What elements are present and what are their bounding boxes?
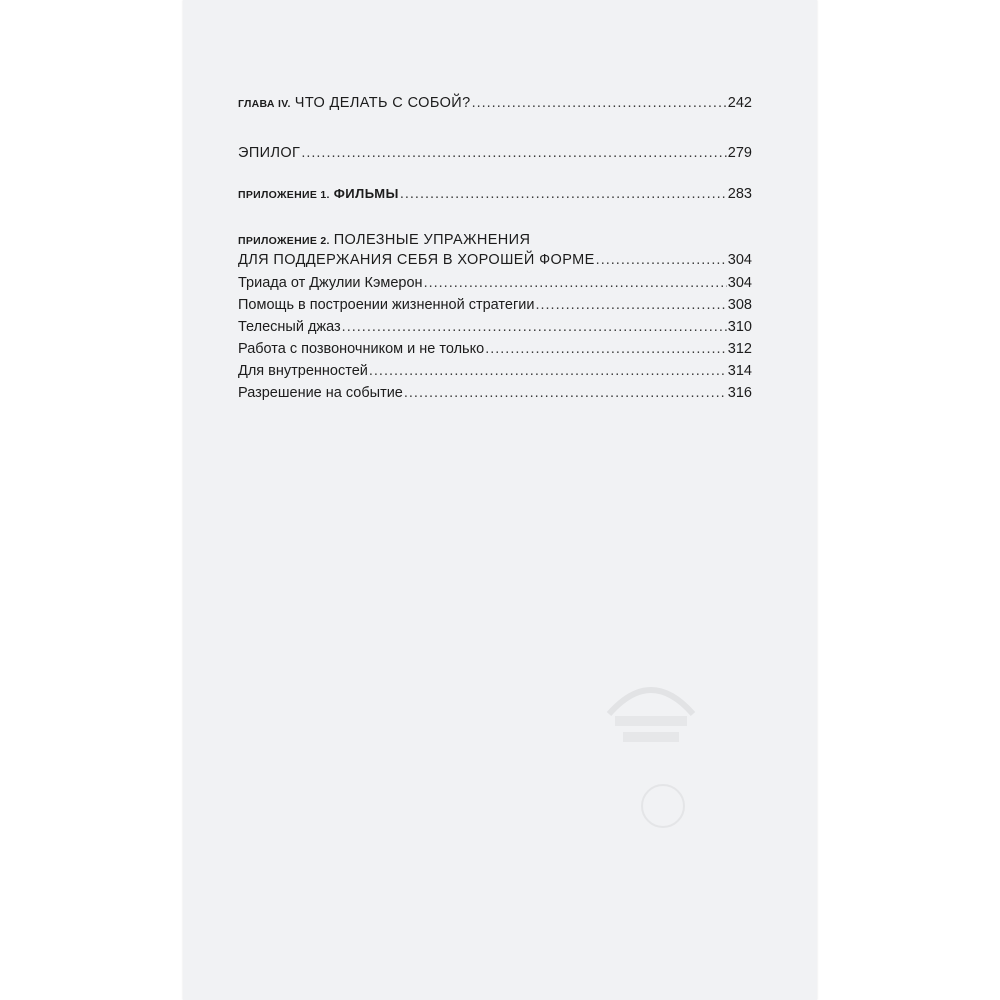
- toc-entry-title: ПОЛЕЗНЫЕ УПРАЖНЕНИЯ: [333, 232, 531, 248]
- toc-subentry-title: Триада от Джулии Кэмерон: [238, 275, 423, 291]
- toc-entry-title: ЧТО ДЕЛАТЬ С СОБОЙ?: [294, 95, 471, 111]
- toc-subentry[interactable]: [238, 361, 752, 381]
- toc-subentry-title: Телесный джаз: [238, 319, 341, 335]
- toc-page-number: 312: [727, 341, 752, 357]
- toc-leader-dots: [400, 184, 727, 204]
- toc-subentry-title: Разрешение на событие: [238, 385, 403, 401]
- toc-leader-dots: [342, 317, 727, 337]
- toc-entry-label: [238, 184, 399, 205]
- toc-page-number: 279: [727, 145, 752, 161]
- toc-subentry[interactable]: [238, 273, 752, 293]
- toc-page-number: 310: [727, 319, 752, 335]
- toc-entry-title: ДЛЯ ПОДДЕРЖАНИЯ СЕБЯ В ХОРОШЕЙ ФОРМЕ: [238, 252, 595, 268]
- toc-entry-appendix-1[interactable]: [238, 184, 752, 205]
- toc-page-number: 242: [727, 95, 752, 111]
- toc-page-number: 308: [727, 297, 752, 313]
- toc-leader-dots: [424, 273, 727, 293]
- toc-leader-dots: [535, 295, 726, 315]
- toc-subentry[interactable]: [238, 317, 752, 337]
- toc-leader-dots: [369, 361, 727, 381]
- toc-leader-dots: [472, 93, 727, 113]
- toc-entry-epilogue[interactable]: [238, 143, 752, 163]
- age-rating-watermark: [641, 784, 685, 828]
- toc-entry-label: [238, 93, 471, 114]
- toc-subentry-title: Помощь в построении жизненной стратегии: [238, 297, 535, 313]
- toc-entry-appendix-2[interactable]: [238, 250, 752, 270]
- toc-entry-prefix: ПРИЛОЖЕНИЕ 1.: [238, 189, 330, 201]
- toc-page-number: 316: [727, 385, 752, 401]
- toc-subentry-title: Для внутренностей: [238, 363, 368, 379]
- toc-leader-dots: [596, 250, 727, 270]
- toc-leader-dots: [404, 383, 727, 403]
- toc-entry-chapter-4[interactable]: [238, 93, 752, 114]
- toc-subentry-title: Работа с позвоночником и не только: [238, 341, 485, 357]
- publisher-logo-watermark: [601, 672, 701, 750]
- toc-page-number: 283: [727, 186, 752, 202]
- toc-entry-prefix: ГЛАВА IV.: [238, 98, 291, 110]
- toc-leader-dots: [485, 339, 727, 359]
- toc-entry-title: ЭПИЛОГ: [238, 145, 301, 161]
- toc-page-number: 314: [727, 363, 752, 379]
- toc-leader-dots: [301, 143, 726, 163]
- toc-entry-prefix: ПРИЛОЖЕНИЕ 2.: [238, 235, 330, 247]
- toc-subentry[interactable]: [238, 383, 752, 403]
- toc-subentry[interactable]: [238, 339, 752, 359]
- toc-entry-appendix-2-line1[interactable]: [238, 230, 530, 251]
- toc-subentry[interactable]: [238, 295, 752, 315]
- toc-page-number: 304: [727, 275, 752, 291]
- toc-entry-title: ФИЛЬМЫ: [333, 186, 399, 201]
- toc-page-number: 304: [727, 252, 752, 268]
